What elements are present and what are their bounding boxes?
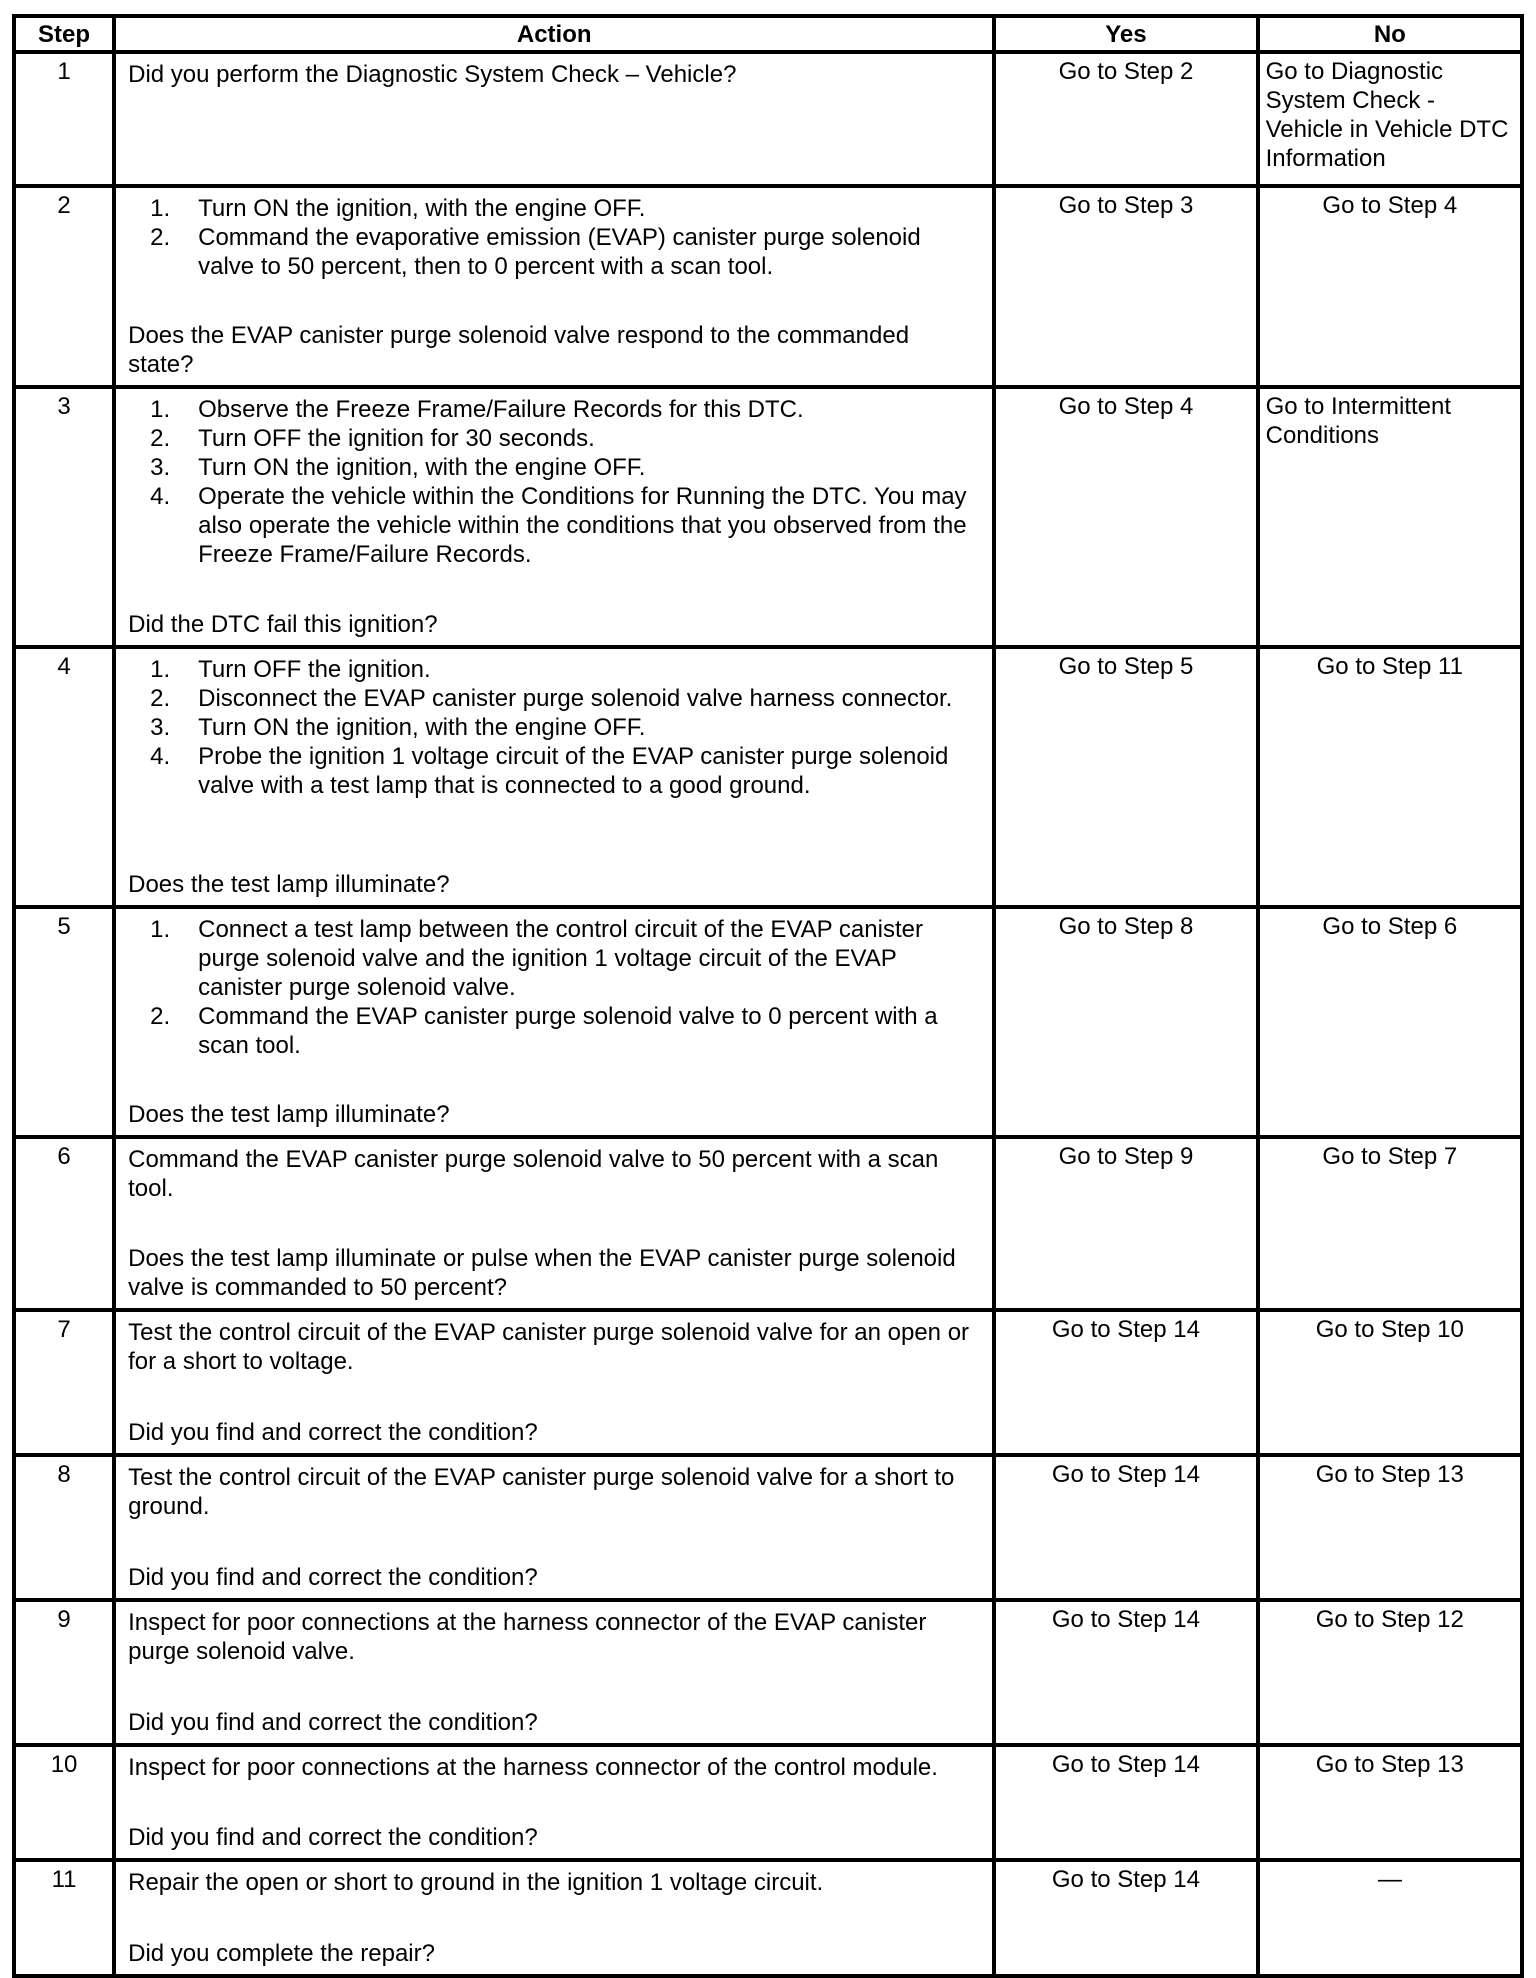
no-outcome: Go to Step 13: [1258, 1745, 1522, 1860]
substep-number: 1.: [150, 396, 171, 423]
substep-item: [128, 915, 980, 1002]
substep-number: 2.: [150, 1003, 171, 1030]
yes-outcome: Go to Step 14: [994, 1600, 1257, 1745]
action-text: Inspect for poor connections at the harness connector of the EVAP canister purge solenoid valve.: [128, 1609, 927, 1665]
action-text: Test the control circuit of the EVAP canister purge solenoid valve for an open or for a short to voltage.: [128, 1319, 970, 1375]
action-cell: [114, 1600, 994, 1745]
header-action: Action: [114, 16, 994, 52]
action-cell: [114, 186, 994, 387]
substep-number: 2.: [150, 425, 171, 452]
question-text: Did the DTC fail this ignition?: [128, 611, 438, 638]
step-number: 5: [14, 907, 114, 1137]
substep-number: 3.: [150, 454, 171, 481]
step-number: 3: [14, 387, 114, 647]
substep-text: Turn ON the ignition, with the engine OFF.: [198, 195, 646, 222]
substep-text: Command the evaporative emission (EVAP) canister purge solenoid valve to 50 percent, then to 0 percent with a scan tool.: [198, 224, 921, 280]
yes-outcome: Go to Step 8: [994, 907, 1257, 1137]
step-number: 1: [14, 52, 114, 186]
action-text: Inspect for poor connections at the harness connector of the control module.: [128, 1754, 938, 1781]
substep-list: [128, 655, 980, 800]
substep-list: [128, 395, 980, 569]
table-row: [14, 907, 1522, 1137]
header-step: Step: [14, 16, 114, 52]
substep-text: Probe the ignition 1 voltage circuit of the EVAP canister purge solenoid valve with a test lamp that is connected to a good ground.: [198, 743, 949, 799]
question-text: Does the EVAP canister purge solenoid valve respond to the commanded state?: [128, 322, 910, 378]
question-text: Does the test lamp illuminate?: [128, 1101, 450, 1128]
yes-outcome: Go to Step 4: [994, 387, 1257, 647]
question-text: Did you find and correct the condition?: [128, 1419, 538, 1446]
table-row: [14, 1310, 1522, 1455]
question-text: Does the test lamp illuminate?: [128, 871, 450, 898]
substep-text: Operate the vehicle within the Conditions for Running the DTC. You may also operate the vehicle within the conditions that you observed from the Freeze Frame/Failure Records.: [198, 483, 967, 568]
yes-outcome: Go to Step 9: [994, 1137, 1257, 1310]
step-number: 2: [14, 186, 114, 387]
header-no: No: [1258, 16, 1522, 52]
table-row: [14, 1455, 1522, 1600]
question-text: Did you find and correct the condition?: [128, 1709, 538, 1736]
substep-text: Command the EVAP canister purge solenoid valve to 0 percent with a scan tool.: [198, 1003, 938, 1059]
table-row: [14, 186, 1522, 387]
substep-item: [128, 424, 980, 453]
step-number: 10: [14, 1745, 114, 1860]
yes-outcome: Go to Step 14: [994, 1455, 1257, 1600]
substep-number: 1.: [150, 656, 171, 683]
substep-item: [128, 223, 980, 281]
substep-item: [128, 1002, 980, 1060]
substep-item: [128, 713, 980, 742]
question-text: Does the test lamp illuminate or pulse when the EVAP canister purge solenoid valve is commanded to 50 percent?: [128, 1245, 956, 1301]
step-number: 9: [14, 1600, 114, 1745]
substep-number: 4.: [150, 483, 171, 510]
step-number: 8: [14, 1455, 114, 1600]
action-cell: [114, 1455, 994, 1600]
action-cell: [114, 1137, 994, 1310]
question-text: Did you find and correct the condition?: [128, 1564, 538, 1591]
yes-outcome: Go to Step 5: [994, 647, 1257, 907]
no-outcome: Go to Step 13: [1258, 1455, 1522, 1600]
action-cell: [114, 1310, 994, 1455]
substep-number: 3.: [150, 714, 171, 741]
action-cell: [114, 1745, 994, 1860]
no-outcome: Go to Step 6: [1258, 907, 1522, 1137]
substep-item: [128, 482, 980, 569]
no-outcome: Go to Step 7: [1258, 1137, 1522, 1310]
yes-outcome: Go to Step 14: [994, 1860, 1257, 1976]
table-row: [14, 52, 1522, 186]
action-cell: [114, 52, 994, 186]
table-row: [14, 1745, 1522, 1860]
substep-number: 2.: [150, 224, 171, 251]
substep-item: [128, 655, 980, 684]
substep-text: Turn OFF the ignition.: [198, 656, 431, 683]
table-row: [14, 647, 1522, 907]
action-cell: [114, 387, 994, 647]
action-text: Did you perform the Diagnostic System Check – Vehicle?: [128, 61, 737, 88]
action-cell: [114, 647, 994, 907]
yes-outcome: Go to Step 3: [994, 186, 1257, 387]
table-row: [14, 387, 1522, 647]
substep-text: Disconnect the EVAP canister purge solenoid valve harness connector.: [198, 685, 953, 712]
action-cell: [114, 1860, 994, 1976]
yes-outcome: Go to Step 2: [994, 52, 1257, 186]
substep-text: Turn OFF the ignition for 30 seconds.: [198, 425, 595, 452]
substep-list: [128, 915, 980, 1060]
substep-list: [128, 194, 980, 281]
no-outcome: Go to Step 10: [1258, 1310, 1522, 1455]
no-outcome: Go to Step 11: [1258, 647, 1522, 907]
substep-text: Turn ON the ignition, with the engine OFF.: [198, 714, 646, 741]
step-number: 11: [14, 1860, 114, 1976]
table-body: [14, 52, 1522, 1976]
substep-item: [128, 742, 980, 800]
substep-number: 1.: [150, 916, 171, 943]
header-row: [14, 16, 1522, 52]
step-number: 7: [14, 1310, 114, 1455]
action-text: Repair the open or short to ground in the ignition 1 voltage circuit.: [128, 1869, 824, 1896]
action-cell: [114, 907, 994, 1137]
substep-number: 1.: [150, 195, 171, 222]
no-outcome: Go to Step 4: [1258, 186, 1522, 387]
action-text: Command the EVAP canister purge solenoid valve to 50 percent with a scan tool.: [128, 1146, 939, 1202]
table-row: [14, 1137, 1522, 1310]
yes-outcome: Go to Step 14: [994, 1745, 1257, 1860]
substep-text: Observe the Freeze Frame/Failure Records for this DTC.: [198, 396, 804, 423]
substep-item: [128, 453, 980, 482]
no-outcome: Go to Step 12: [1258, 1600, 1522, 1745]
substep-number: 4.: [150, 743, 171, 770]
step-number: 6: [14, 1137, 114, 1310]
diagnostic-table: [12, 14, 1524, 1978]
table-row: [14, 1860, 1522, 1976]
header-yes: Yes: [994, 16, 1257, 52]
action-text: Test the control circuit of the EVAP canister purge solenoid valve for a short to ground.: [128, 1464, 955, 1520]
substep-item: [128, 194, 980, 223]
question-text: Did you complete the repair?: [128, 1940, 435, 1967]
question-text: Did you find and correct the condition?: [128, 1824, 538, 1851]
no-outcome: Go to Intermittent Conditions: [1258, 387, 1522, 647]
yes-outcome: Go to Step 14: [994, 1310, 1257, 1455]
substep-text: Turn ON the ignition, with the engine OFF.: [198, 454, 646, 481]
substep-text: Connect a test lamp between the control circuit of the EVAP canister purge solenoid valve and the ignition 1 voltage circuit of the EVAP canister purge solenoid valve.: [198, 916, 923, 1001]
no-outcome: Go to Diagnostic System Check - Vehicle in Vehicle DTC Information: [1258, 52, 1522, 186]
substep-item: [128, 395, 980, 424]
substep-number: 2.: [150, 685, 171, 712]
table-row: [14, 1600, 1522, 1745]
substep-item: [128, 684, 980, 713]
no-outcome: —: [1258, 1860, 1522, 1976]
step-number: 4: [14, 647, 114, 907]
